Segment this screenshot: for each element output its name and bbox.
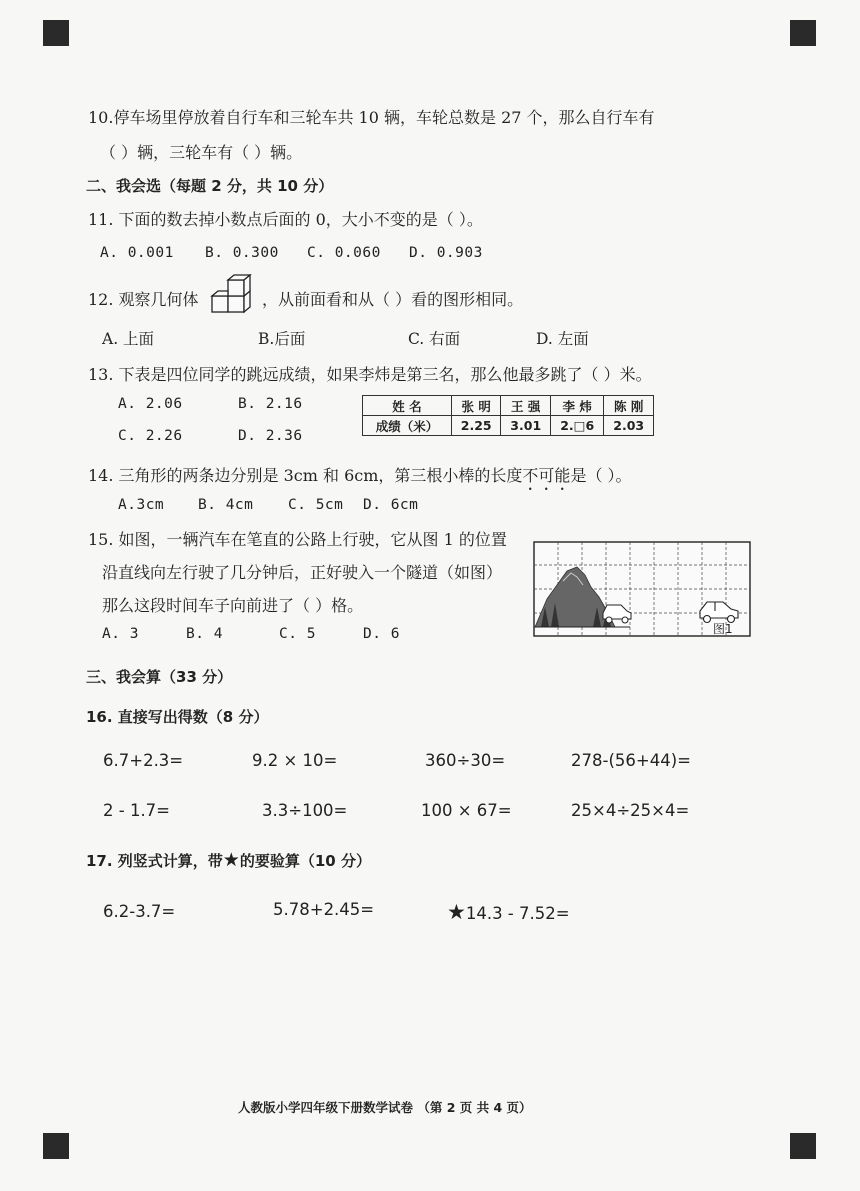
question-15-option-c: C. 5 xyxy=(279,626,316,642)
question-14-emphasis: 不可能 xyxy=(522,466,571,485)
table-row xyxy=(363,416,654,436)
registration-mark-bottom-left xyxy=(43,1133,69,1159)
question-17-title-after: 的要验算（10 分） xyxy=(239,852,371,870)
figure-1-label: 图1 xyxy=(713,622,733,636)
table-cell-score: 2.25 xyxy=(451,416,501,436)
question-11-stem: 11. 下面的数去掉小数点后面的 0，大小不变的是（ ）。 xyxy=(88,210,483,229)
table-cell-score: 2.□6 xyxy=(550,416,603,436)
question-11-option-b: B. 0.300 xyxy=(205,245,279,261)
question-14-stem-after: 是（ ）。 xyxy=(570,466,632,485)
calc-16-4: 278-(56+44)= xyxy=(571,751,691,770)
question-12-stem-before: 12. 观察几何体 xyxy=(88,290,199,309)
question-16-title: 16. 直接写出得数（8 分） xyxy=(86,708,269,726)
question-14-option-d: D. 6cm xyxy=(363,497,419,513)
question-17-title xyxy=(86,849,371,871)
cube-solid-figure xyxy=(210,274,262,316)
question-15-option-a: A. 3 xyxy=(102,626,139,642)
vertical-calc-2: 5.78+2.45= xyxy=(273,900,375,919)
registration-mark-top-left xyxy=(43,20,69,46)
calc-16-3: 360÷30= xyxy=(425,751,506,770)
question-15-line-2: 沿直线向左行驶了几分钟后，正好驶入一个隧道（如图） xyxy=(102,563,503,582)
question-12-option-b: B.后面 xyxy=(258,330,306,348)
page-footer: 人教版小学四年级下册数学试卷 （第 2 页 共 4 页） xyxy=(238,1100,532,1115)
question-13-option-a: A. 2.06 xyxy=(118,396,183,412)
question-11-option-c: C. 0.060 xyxy=(307,245,381,261)
calc-16-6: 3.3÷100= xyxy=(262,801,348,820)
question-14-stem-before: 14. 三角形的两条边分别是 3cm 和 6cm，第三根小棒的长度 xyxy=(88,466,523,485)
question-12-option-c: C. 右面 xyxy=(408,330,461,348)
question-10-line-2: （ ）辆，三轮车有（ ）辆。 xyxy=(100,143,303,162)
question-12-option-a: A. 上面 xyxy=(102,330,155,348)
question-13-option-d: D. 2.36 xyxy=(238,428,303,444)
table-header-student: 陈 刚 xyxy=(604,396,654,416)
calc-16-5: 2 - 1.7= xyxy=(103,801,171,820)
vertical-calc-1: 6.2-3.7= xyxy=(103,902,176,921)
vertical-calc-3 xyxy=(447,900,570,924)
question-12-stem-after: ，从前面看和从（ ）看的图形相同。 xyxy=(262,290,524,309)
question-15-option-b: B. 4 xyxy=(186,626,223,642)
star-icon: ★ xyxy=(447,900,466,924)
table-cell-score: 3.01 xyxy=(501,416,551,436)
question-11-option-d: D. 0.903 xyxy=(409,245,483,261)
star-icon: ★ xyxy=(222,849,240,871)
calc-16-7: 100 × 67= xyxy=(421,801,512,820)
question-14-option-c: C. 5cm xyxy=(288,497,344,513)
registration-mark-bottom-right xyxy=(790,1133,816,1159)
question-12-option-d: D. 左面 xyxy=(536,330,589,348)
question-11-option-a: A. 0.001 xyxy=(100,245,174,261)
question-14-stem xyxy=(88,463,632,494)
question-14-option-a: A.3cm xyxy=(118,497,165,513)
question-15-line-1: 15. 如图，一辆汽车在笔直的公路上行驶，它从图 1 的位置 xyxy=(88,530,507,549)
table-header-name: 姓 名 xyxy=(363,396,452,416)
calc-16-1: 6.7+2.3= xyxy=(103,751,184,770)
section-2-title: 二、我会选（每题 2 分，共 10 分） xyxy=(86,177,334,195)
question-15-line-3: 那么这段时间车子向前进了（ ）格。 xyxy=(102,596,364,615)
question-10-line-1: 10.停车场里停放着自行车和三轮车共 10 辆，车轮总数是 27 个，那么自行车有 xyxy=(88,108,655,127)
table-header-student: 李 炜 xyxy=(550,396,603,416)
question-13-stem: 13. 下表是四位同学的跳远成绩，如果李炜是第三名，那么他最多跳了（ ）米。 xyxy=(88,365,652,384)
section-3-title: 三、我会算（33 分） xyxy=(86,668,233,686)
table-header-row xyxy=(363,396,654,416)
question-14-option-b: B. 4cm xyxy=(198,497,254,513)
table-cell-score: 2.03 xyxy=(604,416,654,436)
long-jump-score-table xyxy=(362,395,654,436)
table-header-student: 王 强 xyxy=(501,396,551,416)
vertical-calc-3-expr: 14.3 - 7.52= xyxy=(465,904,570,923)
question-15-option-d: D. 6 xyxy=(363,626,400,642)
question-17-title-before: 17. 列竖式计算，带 xyxy=(86,852,223,870)
table-header-student: 张 明 xyxy=(451,396,501,416)
tunnel-grid-figure xyxy=(533,541,751,637)
calc-16-8: 25×4÷25×4= xyxy=(571,801,690,820)
calc-16-2: 9.2 × 10= xyxy=(252,751,338,770)
question-13-option-c: C. 2.26 xyxy=(118,428,183,444)
question-13-option-b: B. 2.16 xyxy=(238,396,303,412)
table-row-label: 成绩（米） xyxy=(363,416,452,436)
registration-mark-top-right xyxy=(790,20,816,46)
